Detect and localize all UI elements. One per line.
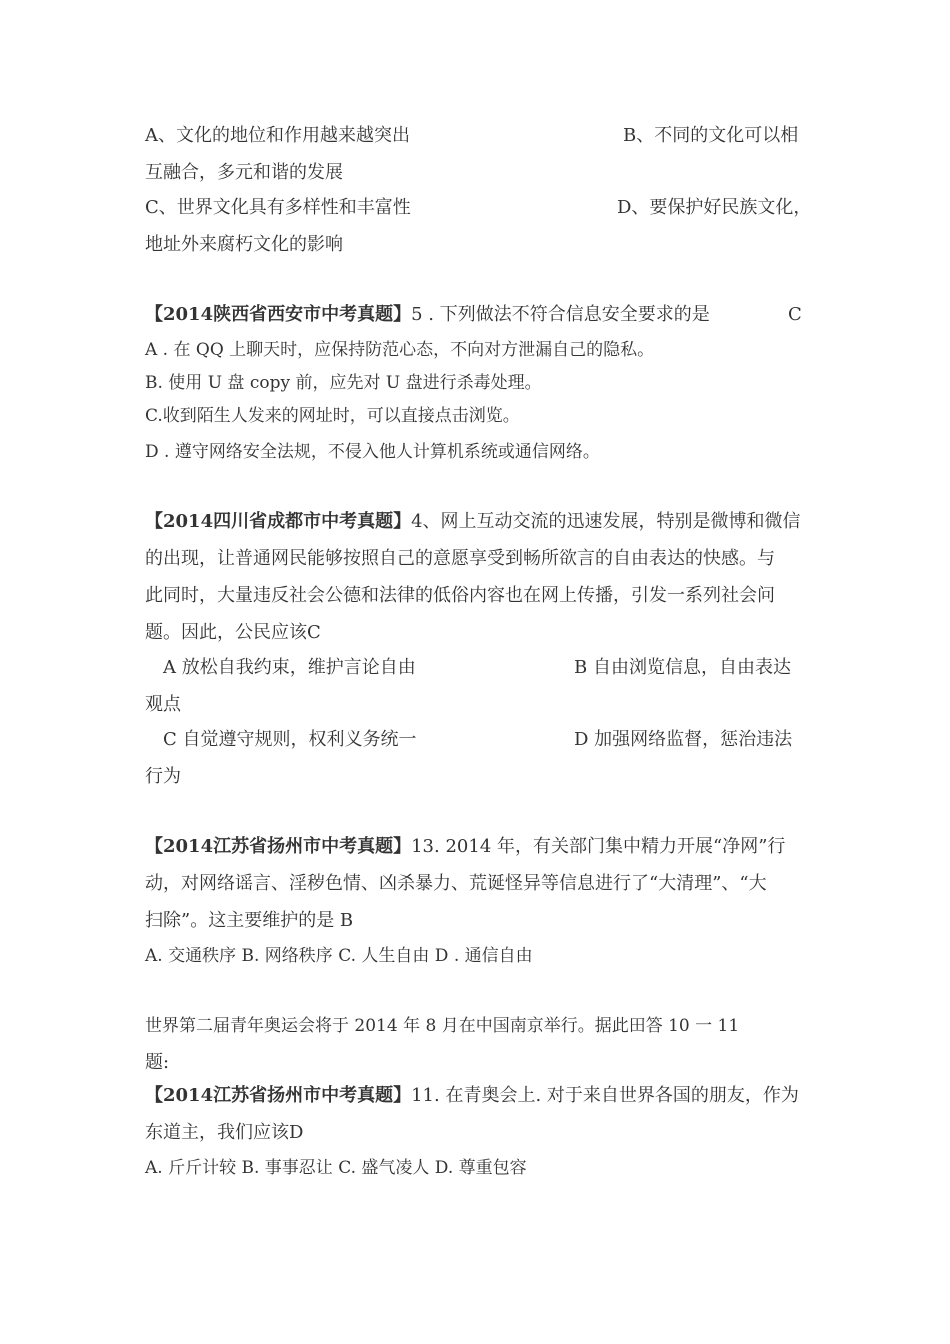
- question-text: 13. 2014 年，有关部门集中精力开展“净网”行: [411, 836, 786, 857]
- option-a: A、文化的地位和作用越来越突出: [145, 125, 410, 146]
- question-source-tag: 【2014陕西省西安市中考真题】: [145, 304, 412, 325]
- question-text: 5 . 下列做法不符合信息安全要求的是: [411, 304, 710, 325]
- option-d: D 加强网络监督，惩治违法: [574, 729, 793, 750]
- option-line: [145, 196, 810, 220]
- question-stem: [145, 303, 810, 327]
- option-d: D、要保护好民族文化，: [617, 197, 812, 218]
- option-line: [145, 728, 810, 752]
- question-text-line: 动，对网络谣言、淫秽色情、凶杀暴力、荒诞怪异等信息进行了“大清理”、“大: [145, 873, 767, 894]
- question-stem: [145, 510, 810, 534]
- options-line: A. 交通秩序 B. 网络秩序 C. 人生自由 D . 通信自由: [145, 946, 533, 966]
- option-line: [145, 656, 810, 680]
- option-c: C.收到陌生人发来的网址时，可以直接点击浏览。: [145, 406, 520, 426]
- question-source-tag: 【2014江苏省扬州市中考真题】: [145, 836, 412, 857]
- option-d-continued: 行为: [145, 766, 181, 787]
- question-text-line: 扫除”。这主要维护的是 B: [145, 910, 354, 931]
- option-a: A . 在 QQ 上聊天时，应保持防范心态，不向对方泄漏自己的隐私。: [145, 340, 655, 360]
- option-b-continued: 互融合，多元和谐的发展: [145, 162, 343, 183]
- question-source-tag: 【2014江苏省扬州市中考真题】: [145, 1085, 412, 1106]
- intro-text: 世界第二届青年奥运会将于 2014 年 8 月在中国南京举行。据此田答 10 一 11: [145, 1016, 740, 1036]
- option-a: A 放松自我约束，维护言论自由: [163, 657, 416, 678]
- option-b: B. 使用 U 盘 copy 前，应先对 U 盘进行杀毒处理。: [145, 373, 542, 393]
- question-source-tag: 【2014四川省成都市中考真题】: [145, 511, 412, 532]
- answer-letter: C: [788, 304, 802, 325]
- question-text-line: 的出现，让普通网民能够按照自己的意愿享受到畅所欲言的自由表达的快感。与: [145, 548, 775, 569]
- option-b-continued: 观点: [145, 694, 181, 715]
- option-c: C 自觉遵守规则，权利义务统一: [163, 729, 417, 750]
- option-b: B、不同的文化可以相: [623, 125, 799, 146]
- question-text-line: 题。因此，公民应该C: [145, 622, 321, 643]
- question-text: 11. 在青奥会上. 对于来自世界各国的朋友，作为: [411, 1085, 799, 1106]
- question-text-line: 此同时，大量违反社会公德和法律的低俗内容也在网上传播，引发一系列社会问: [145, 585, 775, 606]
- option-c: C、世界文化具有多样性和丰富性: [145, 197, 411, 218]
- option-line: [145, 124, 810, 148]
- question-text: 4、网上互动交流的迅速发展，特别是微博和微信: [411, 511, 801, 532]
- option-d: D . 遵守网络安全法规，不侵入他人计算机系统或通信网络。: [145, 442, 600, 462]
- question-stem: [145, 835, 810, 859]
- option-d-continued: 地址外来腐朽文化的影响: [145, 234, 343, 255]
- question-text-line: 东道主，我们应该D: [145, 1122, 304, 1143]
- intro-text-continued: 题:: [145, 1052, 170, 1073]
- options-line: A. 斤斤计较 B. 事事忍让 C. 盛气凌人 D. 尊重包容: [145, 1158, 527, 1178]
- question-stem: [145, 1084, 810, 1108]
- option-b: B 自由浏览信息，自由表达: [574, 657, 791, 678]
